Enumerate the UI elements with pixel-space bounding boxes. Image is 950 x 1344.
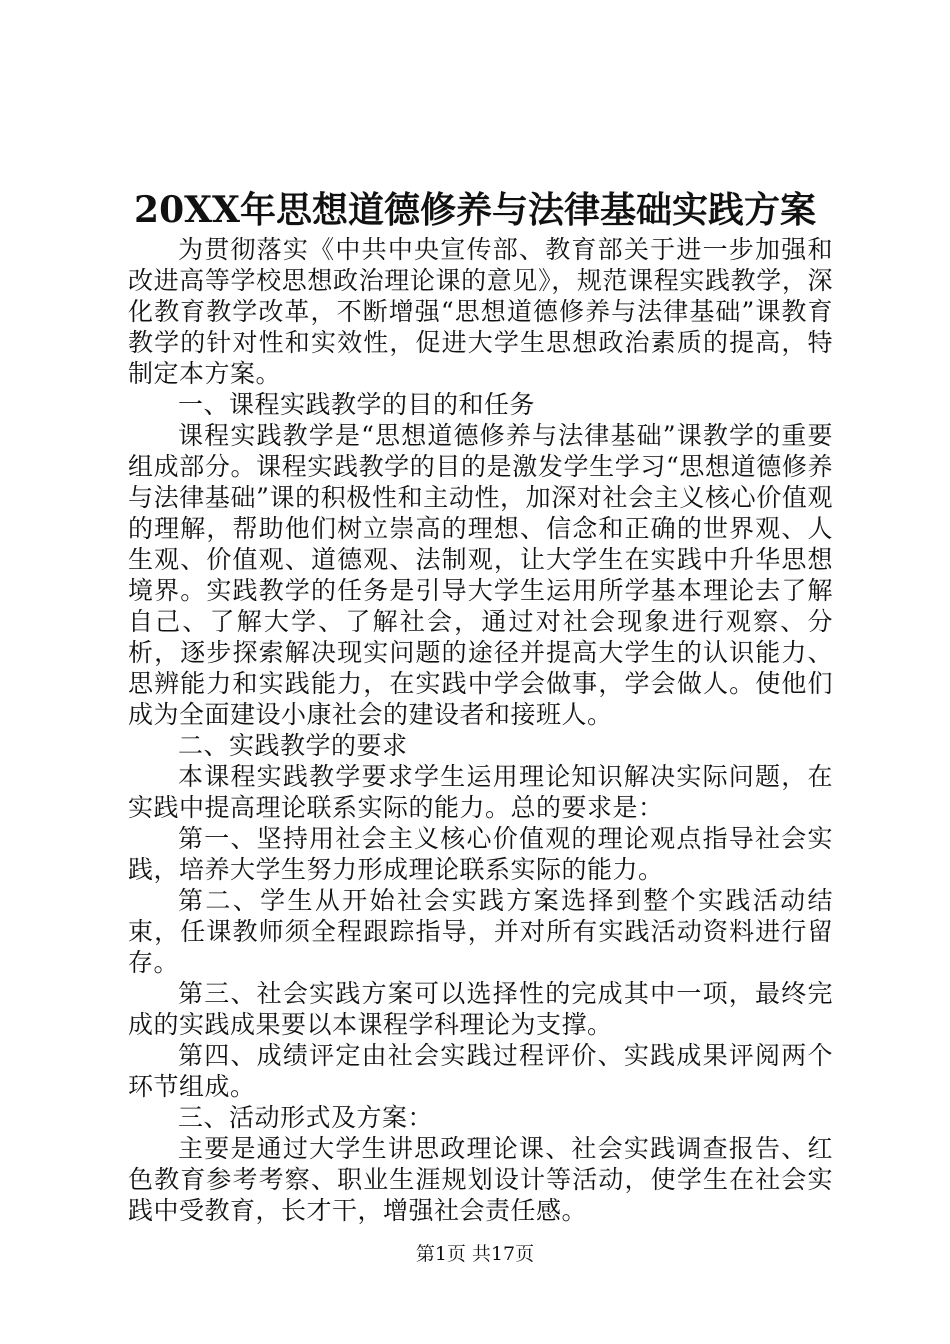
section-1-paragraph: 课程实践教学是“思想道德修养与法律基础”课教学的重要组成部分。课程实践教学的目的是激发学生学习“思想道德修养与法律基础”课的积极性和主动性，加深对社会主义核心价值观的理解，帮助他们树立崇高的理想、信念和正确的世界观、人生观、价值观、道德观、法制观，让大学生在实践中升华思想境界。实践教学的任务是引导大学生运用所学基本理论去了解自己、了解大学、了解社会，通过对社会现象进行观察、分析，逐步探索解决现实问题的途径并提高大学生的认识能力、思辨能力和实践能力，在实践中学会做事，学会做人。使他们成为全面建设小康社会的建设者和接班人。 [128, 421, 833, 729]
requirement-3-paragraph: 第三、社会实践方案可以选择性的完成其中一项，最终完成的实践成果要以本课程学科理论为支撑。 [128, 979, 833, 1039]
requirement-4-paragraph: 第四、成绩评定由社会实践过程评价、实践成果评阅两个环节组成。 [128, 1041, 833, 1101]
document-title: 20XX年思想道德修养与法律基础实践方案 [134, 189, 816, 231]
section-heading-3: 三、活动形式及方案： [178, 1103, 434, 1132]
requirement-2-paragraph: 第二、学生从开始社会实践方案选择到整个实践活动结束，任课教师须全程跟踪指导，并对所有实践活动资料进行留存。 [128, 886, 833, 977]
document-body [128, 234, 833, 1226]
section-3-paragraph: 主要是通过大学生讲思政理论课、社会实践调查报告、红色教育参考考察、职业生涯规划设计等活动，使学生在社会实践中受教育，长才干，增强社会责任感。 [128, 1134, 833, 1225]
page-number-footer: 第1页 共17页 [415, 1243, 535, 1265]
section-heading-2: 二、实践教学的要求 [178, 731, 408, 760]
section-heading-1: 一、课程实践教学的目的和任务 [178, 390, 536, 419]
requirement-1-paragraph: 第一、坚持用社会主义核心价值观的理论观点指导社会实践，培养大学生努力形成理论联系实际的能力。 [128, 824, 833, 884]
section-2-paragraph: 本课程实践教学要求学生运用理论知识解决实际问题，在实践中提高理论联系实际的能力。总的要求是： [128, 762, 833, 822]
intro-paragraph: 为贯彻落实《中共中央宣传部、教育部关于进一步加强和改进高等学校思想政治理论课的意见》，规范课程实践教学，深化教育教学改革，不断增强“思想道德修养与法律基础”课教育教学的针对性和实效性，促进大学生思想政治素质的提高，特制定本方案。 [128, 235, 833, 388]
